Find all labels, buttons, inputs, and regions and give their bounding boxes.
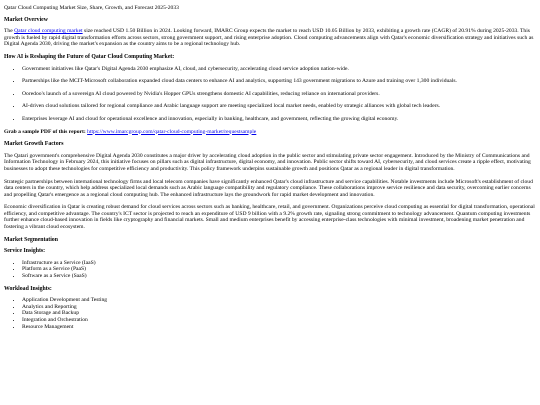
- growth-paragraph: Economic diversification in Qatar is creating robust demand for cloud services across sectors such as banking, healthcare, retail, and government. Organizations perceive cloud computing as essential for digital transformation, operational efficiency, and competitive advantage. The country's ICT sector is projected to reach an expenditure of USD 9 billion with a 9.2% growth rate, signaling strong commitment to technology advancement. Quantum computing investments further enhance cloud-based innovation in fields like cryptography and financial markets. Small and medium enterprises benefit by accessing enterprise-class technologies with minimal investment, broadening market penetration and fostering a vibrant cloud ecosystem.: [4, 204, 535, 231]
- list-item: • Partnerships like the MCIT-Microsoft collaboration expanded cloud data centers to enhance AI and analytics, supporting 143 government migrations to Azure and training over 1,300 individuals.: [22, 78, 536, 85]
- workload-list: [4, 297, 536, 330]
- list-item: • Government initiatives like Qatar's Digital Agenda 2030 emphasize AI, cloud, and cybersecurity, accelerating cloud service adoption nation-wide.: [22, 66, 536, 73]
- sample-link[interactable]: https://www.imarcgroup.com/qatar-cloud-computing-market/requestsample: [87, 128, 257, 135]
- list-item: • Application Development and Testing: [22, 297, 536, 304]
- page-title: Qatar Cloud Computing Market Size, Share, Growth, and Forecast 2025-2033: [4, 5, 179, 11]
- growth-paragraph: The Qatari government's comprehensive Digital Agenda 2030 constitutes a major driver by accelerating cloud adoption in the public sector and stimulating private sector engagement. Introduced by the Ministry of Communications and Information Technology in February 2024, this initiative focuses on pillars such as digital infrastructure, digital economy, and innovation. Public sector shifts toward AI, cybersecurity, and cloud services create a ripple effect, motivating businesses to adopt these technologies for competitive efficiency and productivity. This policy framework underpins sustainable growth and positions Qatar as a regional leader in digital transformation.: [4, 152, 531, 172]
- workload-heading: Workload Insights:: [4, 285, 52, 292]
- list-item: • Resource Management: [22, 324, 536, 331]
- ai-list: [4, 66, 536, 123]
- ai-heading: How AI is Reshaping the Future of Qatar Cloud Computing Market:: [4, 53, 175, 60]
- service-list: [4, 260, 536, 280]
- list-item: • Ooredoo's launch of a sovereign AI cloud powered by Nvidia's Hopper GPUs strengthens domestic AI capabilities, reducing reliance on international providers.: [22, 91, 536, 98]
- growth-paragraph: Strategic partnerships between international technology firms and local telecom companies have significantly enhanced Qatar's cloud infrastructure and service capabilities. Notable investments include Microsoft's establishment of cloud data centers in the country, which help address specialized local demands such as Arabic language compatibility and regulatory compliance. These collaborations improve service resilience and data security, overcoming earlier concerns and propelling Qatar's emergence as a regional cloud computing hub. The enhanced infrastructure lays the groundwork for rapid market development and innovation.: [4, 178, 533, 198]
- list-item: • Software as a Service (SaaS): [22, 273, 536, 280]
- sample-label: Grab a sample PDF of this report:: [4, 128, 86, 135]
- service-heading: Service Insights:: [4, 248, 46, 255]
- overview-heading: Market Overview: [4, 16, 48, 23]
- list-item: • Infrastructure as a Service (IaaS): [22, 260, 536, 267]
- overview-text-pre: The: [4, 28, 15, 35]
- overview-text-post: size reached USD 1.50 Billion in 2024. Looking forward, IMARC Group expects the market to reach USD 10.05 Billion by 2033, exhibiting a growth rate (CAGR) of 20.91% during 2025-2033. This growth is fueled by rapid digital transformation efforts across sectors, strong government support, and rising enterprise adoption. Cloud computing advancements align with Qatar's economic diversification strategy and initiatives such as Digital Agenda 2030, driving the market's expansion as the country aims to be a regional technology hub.: [4, 28, 534, 48]
- growth-heading: Market Growth Factors: [4, 141, 64, 148]
- overview-paragraph: [4, 28, 536, 48]
- list-item: • Enterprises leverage AI and cloud for operational excellence and innovation, especially in banking, healthcare, and government, reflecting the growing digital economy.: [22, 116, 536, 123]
- sample-line: [4, 129, 536, 136]
- list-item: • AI-driven cloud solutions tailored for regional compliance and Arabic language support are meeting specialized local market needs, enabled by strategic alliances with global tech leaders.: [22, 103, 536, 110]
- list-item: • Analytics and Reporting: [22, 304, 536, 311]
- list-item: • Integration and Orchestration: [22, 317, 536, 324]
- list-item: • Data Storage and Backup: [22, 310, 536, 317]
- market-link[interactable]: Qatar cloud computing market: [14, 28, 83, 35]
- list-item: • Platform as a Service (PaaS): [22, 266, 536, 273]
- segmentation-heading: Market Segmentation: [4, 236, 58, 243]
